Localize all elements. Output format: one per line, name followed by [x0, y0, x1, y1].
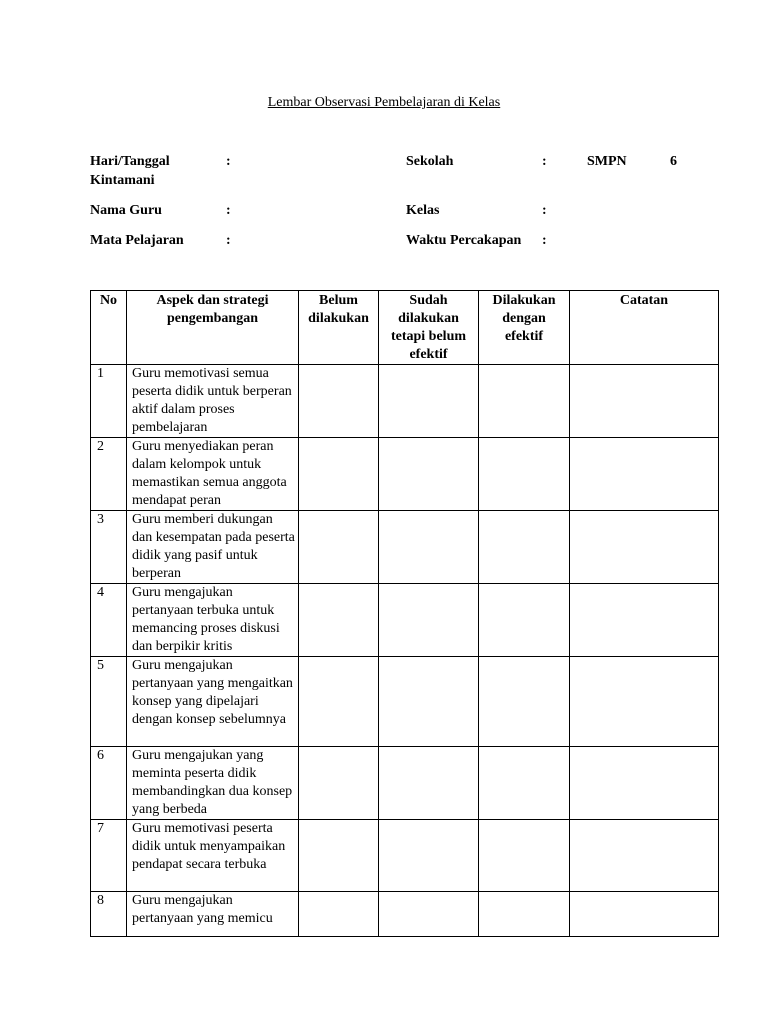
cell-catatan[interactable] [570, 820, 719, 892]
sekolah-label: Sekolah [406, 154, 454, 169]
row-number: 6 [91, 747, 127, 820]
cell-sudah[interactable] [379, 511, 479, 584]
kintamani-text: Kintamani [90, 173, 155, 188]
cell-belum[interactable] [299, 584, 379, 657]
row-number: 7 [91, 820, 127, 892]
column-header-no: No [91, 291, 127, 365]
table-header-row [91, 291, 719, 365]
row-aspek: Guru mengajukan pertanyaan yang memicu [127, 892, 299, 937]
row-number: 3 [91, 511, 127, 584]
row-aspek: Guru mengajukan yang meminta peserta didik membandingkan dua konsep yang berbeda [127, 747, 299, 820]
cell-catatan[interactable] [570, 747, 719, 820]
waktu-percakapan-colon: : [542, 233, 547, 248]
cell-belum[interactable] [299, 365, 379, 438]
row-aspek: Guru mengajukan pertanyaan yang mengaitkan konsep yang dipelajari dengan konsep sebelumnya [127, 657, 299, 747]
table-row [91, 892, 719, 937]
hari-tanggal-colon: : [226, 154, 231, 169]
cell-catatan[interactable] [570, 657, 719, 747]
column-header-sudah: Sudah dilakukan tetapi belum efektif [379, 291, 479, 365]
cell-dilakukan[interactable] [479, 438, 570, 511]
cell-dilakukan[interactable] [479, 892, 570, 937]
table-row [91, 747, 719, 820]
cell-sudah[interactable] [379, 584, 479, 657]
table-row [91, 657, 719, 747]
table-row [91, 511, 719, 584]
kelas-colon: : [542, 203, 547, 218]
cell-belum[interactable] [299, 438, 379, 511]
cell-sudah[interactable] [379, 657, 479, 747]
cell-dilakukan[interactable] [479, 365, 570, 438]
column-header-catatan: Catatan [570, 291, 719, 365]
cell-catatan[interactable] [570, 438, 719, 511]
cell-catatan[interactable] [570, 892, 719, 937]
kelas-label: Kelas [406, 203, 440, 218]
row-number: 2 [91, 438, 127, 511]
mata-pelajaran-colon: : [226, 233, 231, 248]
sekolah-value-number: 6 [670, 154, 677, 169]
row-number: 5 [91, 657, 127, 747]
sekolah-value-smpn: SMPN [587, 154, 627, 169]
cell-dilakukan[interactable] [479, 747, 570, 820]
row-aspek: Guru mengajukan pertanyaan terbuka untuk memancing proses diskusi dan berpikir kritis [127, 584, 299, 657]
cell-sudah[interactable] [379, 365, 479, 438]
table-row [91, 438, 719, 511]
cell-catatan[interactable] [570, 584, 719, 657]
cell-dilakukan[interactable] [479, 511, 570, 584]
sekolah-colon: : [542, 154, 547, 169]
mata-pelajaran-label: Mata Pelajaran [90, 233, 184, 248]
nama-guru-colon: : [226, 203, 231, 218]
cell-belum[interactable] [299, 747, 379, 820]
cell-belum[interactable] [299, 892, 379, 937]
cell-sudah[interactable] [379, 747, 479, 820]
document-title: Lembar Observasi Pembelajaran di Kelas [267, 95, 501, 110]
row-aspek: Guru memotivasi semua peserta didik untuk berperan aktif dalam proses pembelajaran [127, 365, 299, 438]
waktu-percakapan-label: Waktu Percakapan [406, 233, 522, 248]
nama-guru-label: Nama Guru [90, 203, 162, 218]
cell-sudah[interactable] [379, 438, 479, 511]
row-aspek: Guru memberi dukungan dan kesempatan pada peserta didik yang pasif untuk berperan [127, 511, 299, 584]
cell-catatan[interactable] [570, 511, 719, 584]
hari-tanggal-label: Hari/Tanggal [90, 154, 170, 169]
table-row [91, 584, 719, 657]
row-aspek: Guru menyediakan peran dalam kelompok untuk memastikan semua anggota mendapat peran [127, 438, 299, 511]
row-number: 1 [91, 365, 127, 438]
row-number: 8 [91, 892, 127, 937]
cell-belum[interactable] [299, 820, 379, 892]
cell-dilakukan[interactable] [479, 584, 570, 657]
cell-sudah[interactable] [379, 820, 479, 892]
column-header-aspek: Aspek dan strategi pengembangan [127, 291, 299, 365]
cell-dilakukan[interactable] [479, 657, 570, 747]
row-number: 4 [91, 584, 127, 657]
row-aspek: Guru memotivasi peserta didik untuk menyampaikan pendapat secara terbuka [127, 820, 299, 892]
table-row [91, 820, 719, 892]
observation-table [90, 290, 719, 937]
column-header-dilakukan: Dilakukan dengan efektif [479, 291, 570, 365]
cell-belum[interactable] [299, 657, 379, 747]
table-row [91, 365, 719, 438]
column-header-belum: Belum dilakukan [299, 291, 379, 365]
cell-sudah[interactable] [379, 892, 479, 937]
cell-catatan[interactable] [570, 365, 719, 438]
cell-dilakukan[interactable] [479, 820, 570, 892]
cell-belum[interactable] [299, 511, 379, 584]
